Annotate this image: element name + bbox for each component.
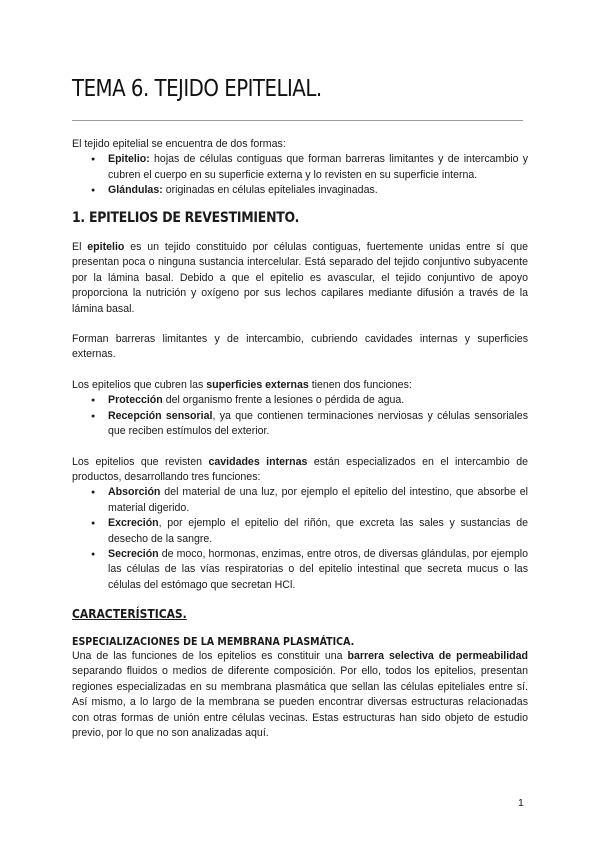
list-item — [108, 152, 528, 183]
list-item-term: Epitelio: — [108, 153, 150, 166]
intro-paragraph: El tejido epitelial se encuentra de dos formas: — [72, 138, 286, 150]
title-divider — [72, 120, 523, 121]
list-item-text: , ya que contienen terminaciones nerviosas y células sensoriales que reciben estímulos del exterior. — [108, 409, 528, 438]
list-item — [108, 547, 528, 593]
list-item — [108, 409, 528, 440]
section-paragraph — [72, 455, 528, 486]
sub-subsection-heading: ESPECIALIZACIONES DE LA MEMBRANA PLASMÁTICA. — [72, 634, 355, 648]
list-item-term: Excreción — [108, 517, 159, 530]
text-run: separando fluidos o medios de diferente composición. Por ello, todos los epitelios, presentan regiones especializadas en su membrana plasmática que sellan las células epiteliales entre sí. Así mismo, a lo largo de la membrana se pueden encontrar diversas estructuras relacionadas con otras formas de unión entre células vecinas. Estas estructuras han sido objeto de estudio previo, por lo que no son analizadas aquí. — [72, 665, 528, 739]
list-item-text: , por ejemplo el epitelio del riñón, que excreta las sales y sustancias de desecho de la sangre. — [108, 517, 528, 545]
list-item — [108, 516, 528, 547]
list-item-text: originadas en células epiteliales invaginadas. — [162, 184, 378, 197]
section-paragraph — [72, 240, 528, 317]
list-item-text: de moco, hormonas, enzimas, entre otros, de diversas glándulas, por ejemplo las células de las vías respiratorias o del epitelio intestinal que secreta mucus o las células del estómago que secretan HCl. — [108, 547, 528, 591]
section-paragraph: Forman barreras limitantes y de intercambio, cubriendo cavidades internas y superficies externas. — [72, 333, 528, 361]
external-functions-list — [72, 393, 528, 439]
bold-term: barrera selectiva de permeabilidad — [347, 649, 528, 662]
bold-term: epitelio — [87, 241, 125, 254]
list-item-term: Glándulas: — [108, 184, 163, 197]
page-title: TEMA 6. TEJIDO EPITELIAL. — [72, 76, 322, 102]
list-item-text: del material de una luz, por ejemplo el epitelio del intestino, que absorbe el material digerido. — [108, 486, 528, 514]
text-run: Una de las funciones de los epitelios es constituir una — [72, 649, 348, 662]
section-heading: 1. EPITELIOS DE REVESTIMIENTO. — [72, 209, 300, 226]
text-run: están especializados en el intercambio de productos, desarrollando tres funciones: — [72, 455, 528, 483]
list-item-term: Protección — [108, 394, 163, 407]
list-item-term: Recepción sensorial — [108, 409, 213, 422]
list-item-term: Absorción — [108, 486, 161, 499]
page-number: 1 — [518, 797, 524, 809]
text-run: El — [72, 241, 88, 254]
list-item-term: Secreción — [108, 547, 159, 560]
subsection-heading: CARACTERÍSTICAS. — [72, 606, 187, 622]
list-item-text: hojas de células contiguas que forman barreras limitantes y de intercambio y cubren el cuerpo en su superficie externa y lo revisten en su superficie interna. — [108, 153, 528, 181]
text-run: tienen dos funciones: — [308, 378, 412, 391]
section-paragraph — [72, 649, 528, 741]
internal-functions-list — [72, 485, 528, 593]
text-run: es un tejido constituido por células contiguas, fuertemente unidas entre sí que presentan poca o ninguna sustancia intercelular. Está separado del tejido conjuntivo subyacente por la lámina basal. Debido a que el epitelio es avascular, el tejido conjuntivo de apoyo proporciona la nutrición y oxígeno por sus lechos capilares mediante difusión a través de la lámina basal. — [72, 241, 528, 315]
intro-list — [72, 152, 528, 198]
list-item — [108, 393, 528, 408]
bold-term: cavidades internas — [208, 455, 308, 468]
list-item — [108, 485, 528, 516]
bold-term: superficies externas — [206, 378, 309, 391]
section-paragraph — [72, 378, 528, 393]
document-body — [72, 137, 528, 741]
text-run: Los epitelios que revisten — [72, 455, 209, 468]
text-run: Los epitelios que cubren las — [72, 378, 207, 391]
list-item — [108, 183, 528, 198]
list-item-text: del organismo frente a lesiones o pérdida de agua. — [162, 394, 405, 407]
